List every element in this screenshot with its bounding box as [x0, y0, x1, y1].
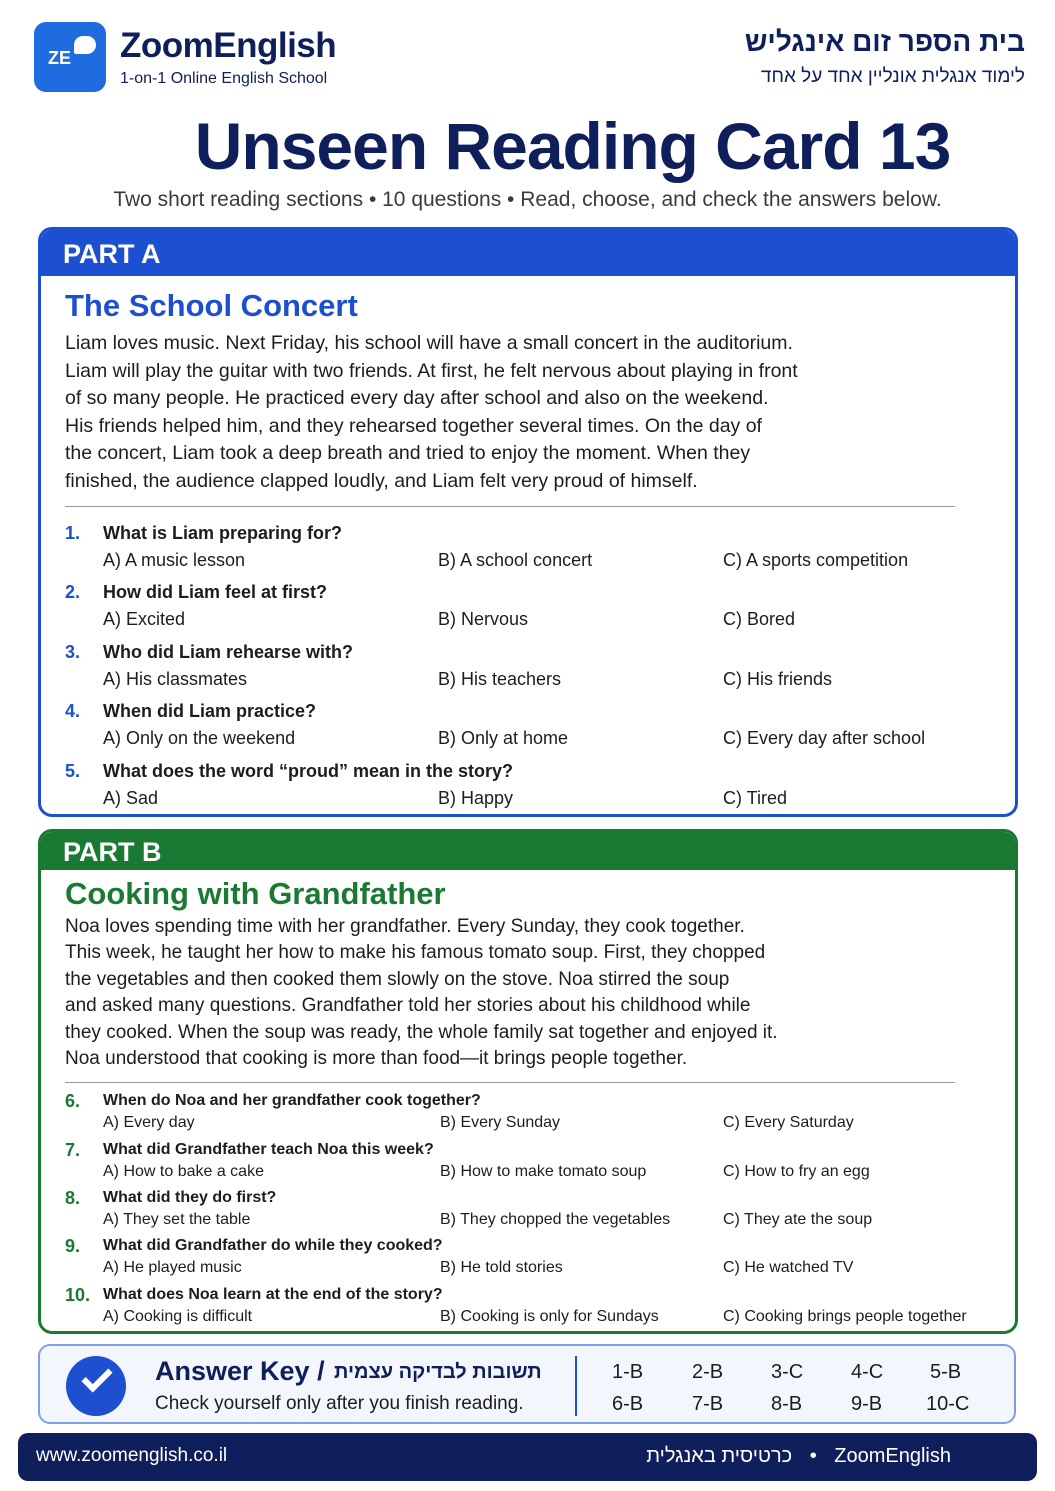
hebrew-title: בית הספר זום אינגליש [744, 26, 1025, 57]
divider [575, 1356, 577, 1416]
question-7 [41, 1141, 1015, 1189]
question-text: What did they do first? [103, 1189, 277, 1207]
answer-item: 1-B [612, 1361, 644, 1383]
option-c[interactable]: C) Bored [723, 609, 796, 630]
answer-key-note: Check yourself only after you finish reading. [155, 1393, 524, 1414]
story-line: finished, the audience clapped loudly, and Liam felt very proud of himself. [65, 469, 698, 492]
question-text: How did Liam feel at first? [103, 582, 328, 603]
answer-item: 5-B [930, 1361, 962, 1383]
option-a[interactable]: A) He played music [103, 1259, 242, 1277]
answer-item: 9-B [851, 1393, 883, 1415]
option-b[interactable]: B) His teachers [438, 668, 562, 689]
option-c[interactable]: C) Every Saturday [723, 1114, 854, 1132]
question-text: What did Grandfather do while they cooked? [103, 1237, 443, 1255]
story-line: Noa loves spending time with her grandfather. Every Sunday, they cook together. [65, 916, 745, 937]
speech-bubble-icon [74, 36, 96, 54]
option-b[interactable]: B) Happy [438, 787, 514, 808]
question-number: 5. [65, 760, 81, 781]
hebrew-subtitle: לימוד אנגלית אונליין אחד על אחד [760, 66, 1025, 87]
story-line: and asked many questions. Grandfather told her stories about his childhood while [65, 995, 751, 1017]
story-line: Noa understood that cooking is more than food—it brings people together. [65, 1048, 688, 1070]
part-b-story [41, 914, 871, 1072]
question-text: What is Liam preparing for? [103, 522, 343, 543]
question-6 [41, 1092, 1015, 1140]
question-text: Who did Liam rehearse with? [103, 641, 354, 662]
brand-subtitle: 1-on-1 Online English School [120, 70, 328, 87]
story-line: Liam will play the guitar with two friends. At first, he felt nervous about playing in front [65, 359, 798, 382]
footer-url-link[interactable]: www.zoomenglish.co.il [36, 1445, 228, 1466]
option-a[interactable]: A) A music lesson [103, 549, 246, 570]
option-b[interactable]: B) A school concert [438, 549, 593, 570]
question-5 [41, 761, 1015, 817]
answer-key-box [38, 1344, 1016, 1424]
answer-key-hebrew: תשובות לבדיקה עצמית [334, 1361, 542, 1383]
question-2 [41, 582, 1015, 642]
option-a[interactable]: A) Only on the weekend [103, 728, 296, 749]
option-c[interactable]: C) A sports competition [723, 549, 909, 570]
question-number: 1. [65, 522, 81, 543]
question-text: What did Grandfather teach Noa this week? [103, 1140, 434, 1158]
part-b-story-title: Cooking with Grandfather [65, 876, 446, 911]
question-8 [41, 1189, 1015, 1237]
logo [34, 22, 106, 92]
option-b[interactable]: B) Nervous [438, 609, 529, 630]
part-b-section [38, 829, 1018, 1334]
question-number: 7. [65, 1139, 81, 1160]
option-c[interactable]: C) Tired [723, 787, 788, 808]
brand-name: ZoomEnglish [120, 26, 337, 65]
part-a-story [41, 330, 871, 496]
question-number: 10. [65, 1284, 91, 1305]
answer-item: 7-B [692, 1393, 724, 1415]
option-b[interactable]: B) Only at home [438, 728, 569, 749]
part-a-story-title: The School Concert [65, 288, 358, 323]
page-title: Unseen Reading Card 13 [194, 109, 951, 183]
footer-right [640, 1445, 957, 1468]
answer-item: 3-C [771, 1361, 804, 1383]
option-c[interactable]: C) He watched TV [723, 1259, 854, 1277]
answer-item: 10-C [926, 1393, 970, 1415]
question-10 [41, 1286, 1015, 1334]
option-a[interactable]: A) His classmates [103, 668, 248, 689]
part-a-header: PART A [41, 230, 1015, 276]
option-c[interactable]: C) They ate the soup [723, 1211, 873, 1229]
part-a-section [38, 227, 1018, 817]
part-b-questions [41, 1092, 1015, 1333]
story-line: of so many people. He practiced every day after school and also on the weekend. [65, 387, 769, 410]
option-a[interactable]: A) Sad [103, 787, 159, 808]
option-a[interactable]: A) Every day [103, 1114, 195, 1132]
divider [65, 1082, 955, 1083]
question-4 [41, 701, 1015, 761]
answer-item: 2-B [692, 1361, 724, 1383]
story-line: the vegetables and then cooked them slowly on the stove. Noa stirred the soup [65, 968, 730, 990]
story-line: the concert, Liam took a deep breath and tried to enjoy the moment. When they [65, 442, 751, 465]
story-line: Liam loves music. Next Friday, his school will have a small concert in the auditorium. [65, 332, 793, 354]
answer-key-title: Answer Key / [155, 1356, 325, 1386]
option-a[interactable]: A) Cooking is difficult [103, 1307, 253, 1325]
option-a[interactable]: A) They set the table [103, 1211, 251, 1229]
question-3 [41, 642, 1015, 702]
divider [65, 506, 955, 507]
option-c[interactable]: C) How to fry an egg [723, 1162, 870, 1180]
story-line: they cooked. When the soup was ready, the whole family sat together and enjoyed it. [65, 1021, 778, 1043]
question-1 [41, 523, 1015, 583]
page-subtitle: Two short reading sections • 10 questions • Read, choose, and check the answers below. [113, 188, 942, 211]
part-a-questions [41, 523, 1015, 817]
option-c[interactable]: C) His friends [723, 668, 833, 689]
question-text: What does Noa learn at the end of the story? [103, 1285, 443, 1303]
part-b-header: PART B [41, 832, 1015, 870]
option-b[interactable]: B) He told stories [440, 1259, 563, 1277]
footer-brand: ZoomEnglish [834, 1445, 951, 1467]
story-line: His friends helped him, and they rehearsed together several times. On the day of [65, 414, 762, 437]
question-number: 2. [65, 582, 81, 603]
option-b[interactable]: B) Cooking is only for Sundays [440, 1307, 659, 1325]
option-b[interactable]: B) How to make tomato soup [440, 1162, 647, 1180]
checkmark-icon [66, 1356, 126, 1416]
question-number: 9. [65, 1236, 81, 1257]
question-text: When did Liam practice? [103, 701, 317, 722]
question-number: 3. [65, 641, 81, 662]
option-b[interactable]: B) Every Sunday [440, 1114, 561, 1132]
logo-text: ZE [48, 48, 72, 68]
question-text: When do Noa and her grandfather cook together? [103, 1092, 481, 1110]
question-number: 4. [65, 701, 81, 722]
question-number: 8. [65, 1188, 81, 1209]
question-9 [41, 1237, 1015, 1285]
answer-item: 4-C [851, 1361, 884, 1383]
footer-separator: • [809, 1445, 817, 1467]
answer-item: 8-B [771, 1393, 803, 1415]
footer-hebrew: כרטיסית באנגלית [646, 1445, 793, 1467]
story-line: This week, he taught her how to make his famous tomato soup. First, they chopped [65, 942, 766, 964]
option-a[interactable]: A) How to bake a cake [103, 1162, 264, 1180]
option-a[interactable]: A) Excited [103, 609, 186, 630]
option-b[interactable]: B) They chopped the vegetables [440, 1211, 671, 1229]
footer [18, 1433, 1037, 1481]
option-c[interactable]: C) Every day after school [723, 728, 926, 749]
question-number: 6. [65, 1091, 81, 1112]
answer-item: 6-B [612, 1393, 644, 1415]
question-text: What does the word “proud” mean in the story? [103, 760, 514, 781]
option-c[interactable]: C) Cooking brings people together [723, 1307, 967, 1325]
